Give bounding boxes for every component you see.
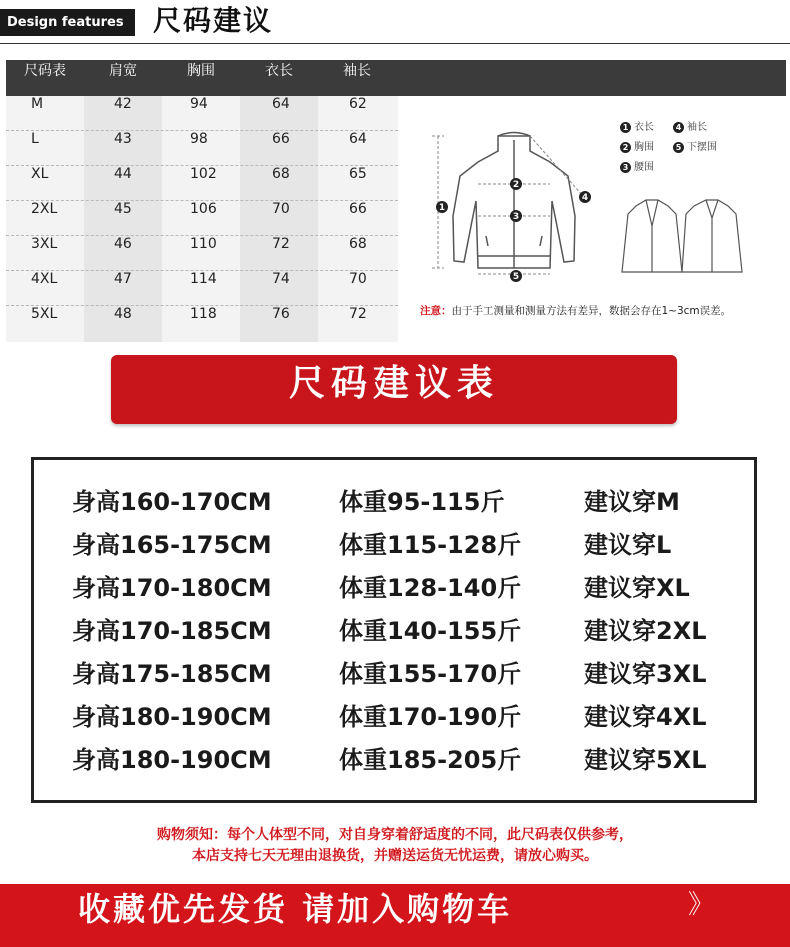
weight-range: 体重185-205斤 bbox=[339, 746, 522, 774]
table-cell: 66 bbox=[349, 201, 367, 217]
table-cell: 64 bbox=[349, 131, 367, 147]
legend-item bbox=[673, 118, 707, 133]
legend-label: 下摆围 bbox=[687, 142, 717, 153]
suggested-size: 建议穿4XL bbox=[584, 703, 707, 731]
header-shoulder: 肩宽 bbox=[109, 63, 137, 79]
table-cell: 66 bbox=[272, 131, 290, 147]
recommendation-row bbox=[34, 654, 754, 697]
legend-item bbox=[620, 158, 654, 173]
banner-title: 尺码建议表 bbox=[288, 363, 499, 404]
recommendation-row bbox=[34, 697, 754, 740]
legend-label: 胸围 bbox=[634, 142, 654, 153]
height-range: 身高175-185CM bbox=[72, 660, 272, 688]
table-cell: 68 bbox=[349, 236, 367, 252]
table-row bbox=[6, 306, 398, 341]
marker-5-label: 5 bbox=[512, 272, 520, 282]
recommendation-row bbox=[34, 525, 754, 568]
marker-2-label: 2 bbox=[512, 180, 520, 190]
table-row bbox=[6, 201, 398, 236]
table-row bbox=[6, 131, 398, 166]
table-cell: XL bbox=[31, 166, 49, 182]
height-range: 身高165-175CM bbox=[72, 531, 272, 559]
table-row bbox=[6, 96, 398, 131]
weight-range: 体重155-170斤 bbox=[339, 660, 522, 688]
legend-item bbox=[620, 138, 654, 153]
table-cell: 72 bbox=[272, 236, 290, 252]
legend-label: 腰围 bbox=[634, 162, 654, 173]
table-cell: 65 bbox=[349, 166, 367, 182]
weight-range: 体重140-155斤 bbox=[339, 617, 522, 645]
legend-number: 1 bbox=[620, 122, 631, 133]
weight-range: 体重170-190斤 bbox=[339, 703, 522, 731]
table-cell: 102 bbox=[190, 166, 217, 182]
table-row bbox=[6, 236, 398, 271]
recommendation-row bbox=[34, 611, 754, 654]
size-table-header bbox=[6, 60, 786, 96]
table-cell: 106 bbox=[190, 201, 217, 217]
table-cell: 114 bbox=[190, 271, 217, 287]
note-label: 注意： bbox=[420, 305, 452, 317]
table-cell: 45 bbox=[114, 201, 132, 217]
header-sleeve: 袖长 bbox=[343, 63, 371, 79]
legend-number: 4 bbox=[673, 122, 684, 133]
table-cell: 64 bbox=[272, 96, 290, 112]
legend-item bbox=[673, 138, 717, 153]
table-cell: 76 bbox=[272, 306, 290, 322]
recommendation-row bbox=[34, 740, 754, 783]
marker-4-label: 4 bbox=[581, 193, 589, 203]
legend-number: 2 bbox=[620, 142, 631, 153]
table-cell: 70 bbox=[349, 271, 367, 287]
marker-3-label: 3 bbox=[512, 212, 520, 222]
table-cell: 72 bbox=[349, 306, 367, 322]
table-cell: 94 bbox=[190, 96, 208, 112]
size-recommendation-table bbox=[31, 457, 757, 803]
table-cell: 46 bbox=[114, 236, 132, 252]
add-to-cart-banner[interactable] bbox=[0, 884, 790, 947]
legend-item bbox=[620, 118, 654, 133]
suggested-size: 建议穿3XL bbox=[584, 660, 707, 688]
suggested-size: 建议穿5XL bbox=[584, 746, 707, 774]
legend-label: 衣长 bbox=[634, 122, 654, 133]
table-cell: 3XL bbox=[31, 236, 58, 252]
table-cell: 5XL bbox=[31, 306, 58, 322]
marker-1-label: 1 bbox=[438, 203, 446, 213]
table-cell: 62 bbox=[349, 96, 367, 112]
add-to-cart-text: 收藏优先发货 请加入购物车 bbox=[78, 890, 513, 928]
height-range: 身高180-190CM bbox=[72, 703, 272, 731]
table-cell: 4XL bbox=[31, 271, 58, 287]
table-row bbox=[6, 271, 398, 306]
height-range: 身高170-185CM bbox=[72, 617, 272, 645]
jacket-illustration bbox=[398, 96, 786, 296]
table-cell: 48 bbox=[114, 306, 132, 322]
table-cell: 42 bbox=[114, 96, 132, 112]
header-length: 衣长 bbox=[265, 63, 293, 79]
table-cell: 118 bbox=[190, 306, 217, 322]
table-cell: M bbox=[31, 96, 44, 112]
height-range: 身高180-190CM bbox=[72, 746, 272, 774]
design-features-badge: Design features bbox=[0, 9, 135, 36]
table-cell: 43 bbox=[114, 131, 132, 147]
shopping-notice-line1: 购物须知：每个人体型不同，对自身穿着舒适度的不同，此尺码表仅供参考， bbox=[157, 827, 633, 843]
table-cell: 68 bbox=[272, 166, 290, 182]
suggested-size: 建议穿XL bbox=[584, 574, 690, 602]
table-cell: 70 bbox=[272, 201, 290, 217]
height-range: 身高170-180CM bbox=[72, 574, 272, 602]
table-cell: 98 bbox=[190, 131, 208, 147]
table-cell: 74 bbox=[272, 271, 290, 287]
size-recommendation-banner bbox=[111, 355, 677, 424]
page-title: 尺码建议 bbox=[153, 4, 274, 37]
legend-label: 袖长 bbox=[687, 122, 707, 133]
page-header bbox=[0, 0, 790, 44]
header-size: 尺码表 bbox=[24, 63, 66, 79]
measurement-note bbox=[420, 303, 731, 318]
recommendation-row bbox=[34, 568, 754, 611]
legend-number: 3 bbox=[620, 162, 631, 173]
measurement-diagram bbox=[398, 96, 786, 342]
table-cell: 2XL bbox=[31, 201, 58, 217]
chevron-right-icon: 》 bbox=[688, 890, 715, 920]
shopping-notice-line2: 本店支持七天无理由退换货，并赠送运货无忧运费，请放心购买。 bbox=[192, 848, 598, 864]
height-range: 身高160-170CM bbox=[72, 488, 272, 516]
weight-range: 体重115-128斤 bbox=[339, 531, 522, 559]
table-cell: 110 bbox=[190, 236, 217, 252]
table-cell: L bbox=[31, 131, 39, 147]
weight-range: 体重128-140斤 bbox=[339, 574, 522, 602]
suggested-size: 建议穿L bbox=[584, 531, 672, 559]
weight-range: 体重95-115斤 bbox=[339, 488, 505, 516]
recommendation-row bbox=[34, 482, 754, 525]
header-chest: 胸围 bbox=[187, 63, 215, 79]
table-cell: 47 bbox=[114, 271, 132, 287]
header-divider bbox=[0, 43, 790, 44]
note-text: 由于手工测量和测量方法有差异，数据会存在1~3cm误差。 bbox=[451, 305, 732, 317]
table-row bbox=[6, 166, 398, 201]
suggested-size: 建议穿M bbox=[584, 488, 680, 516]
table-cell: 44 bbox=[114, 166, 132, 182]
legend-number: 5 bbox=[673, 142, 684, 153]
suggested-size: 建议穿2XL bbox=[584, 617, 707, 645]
